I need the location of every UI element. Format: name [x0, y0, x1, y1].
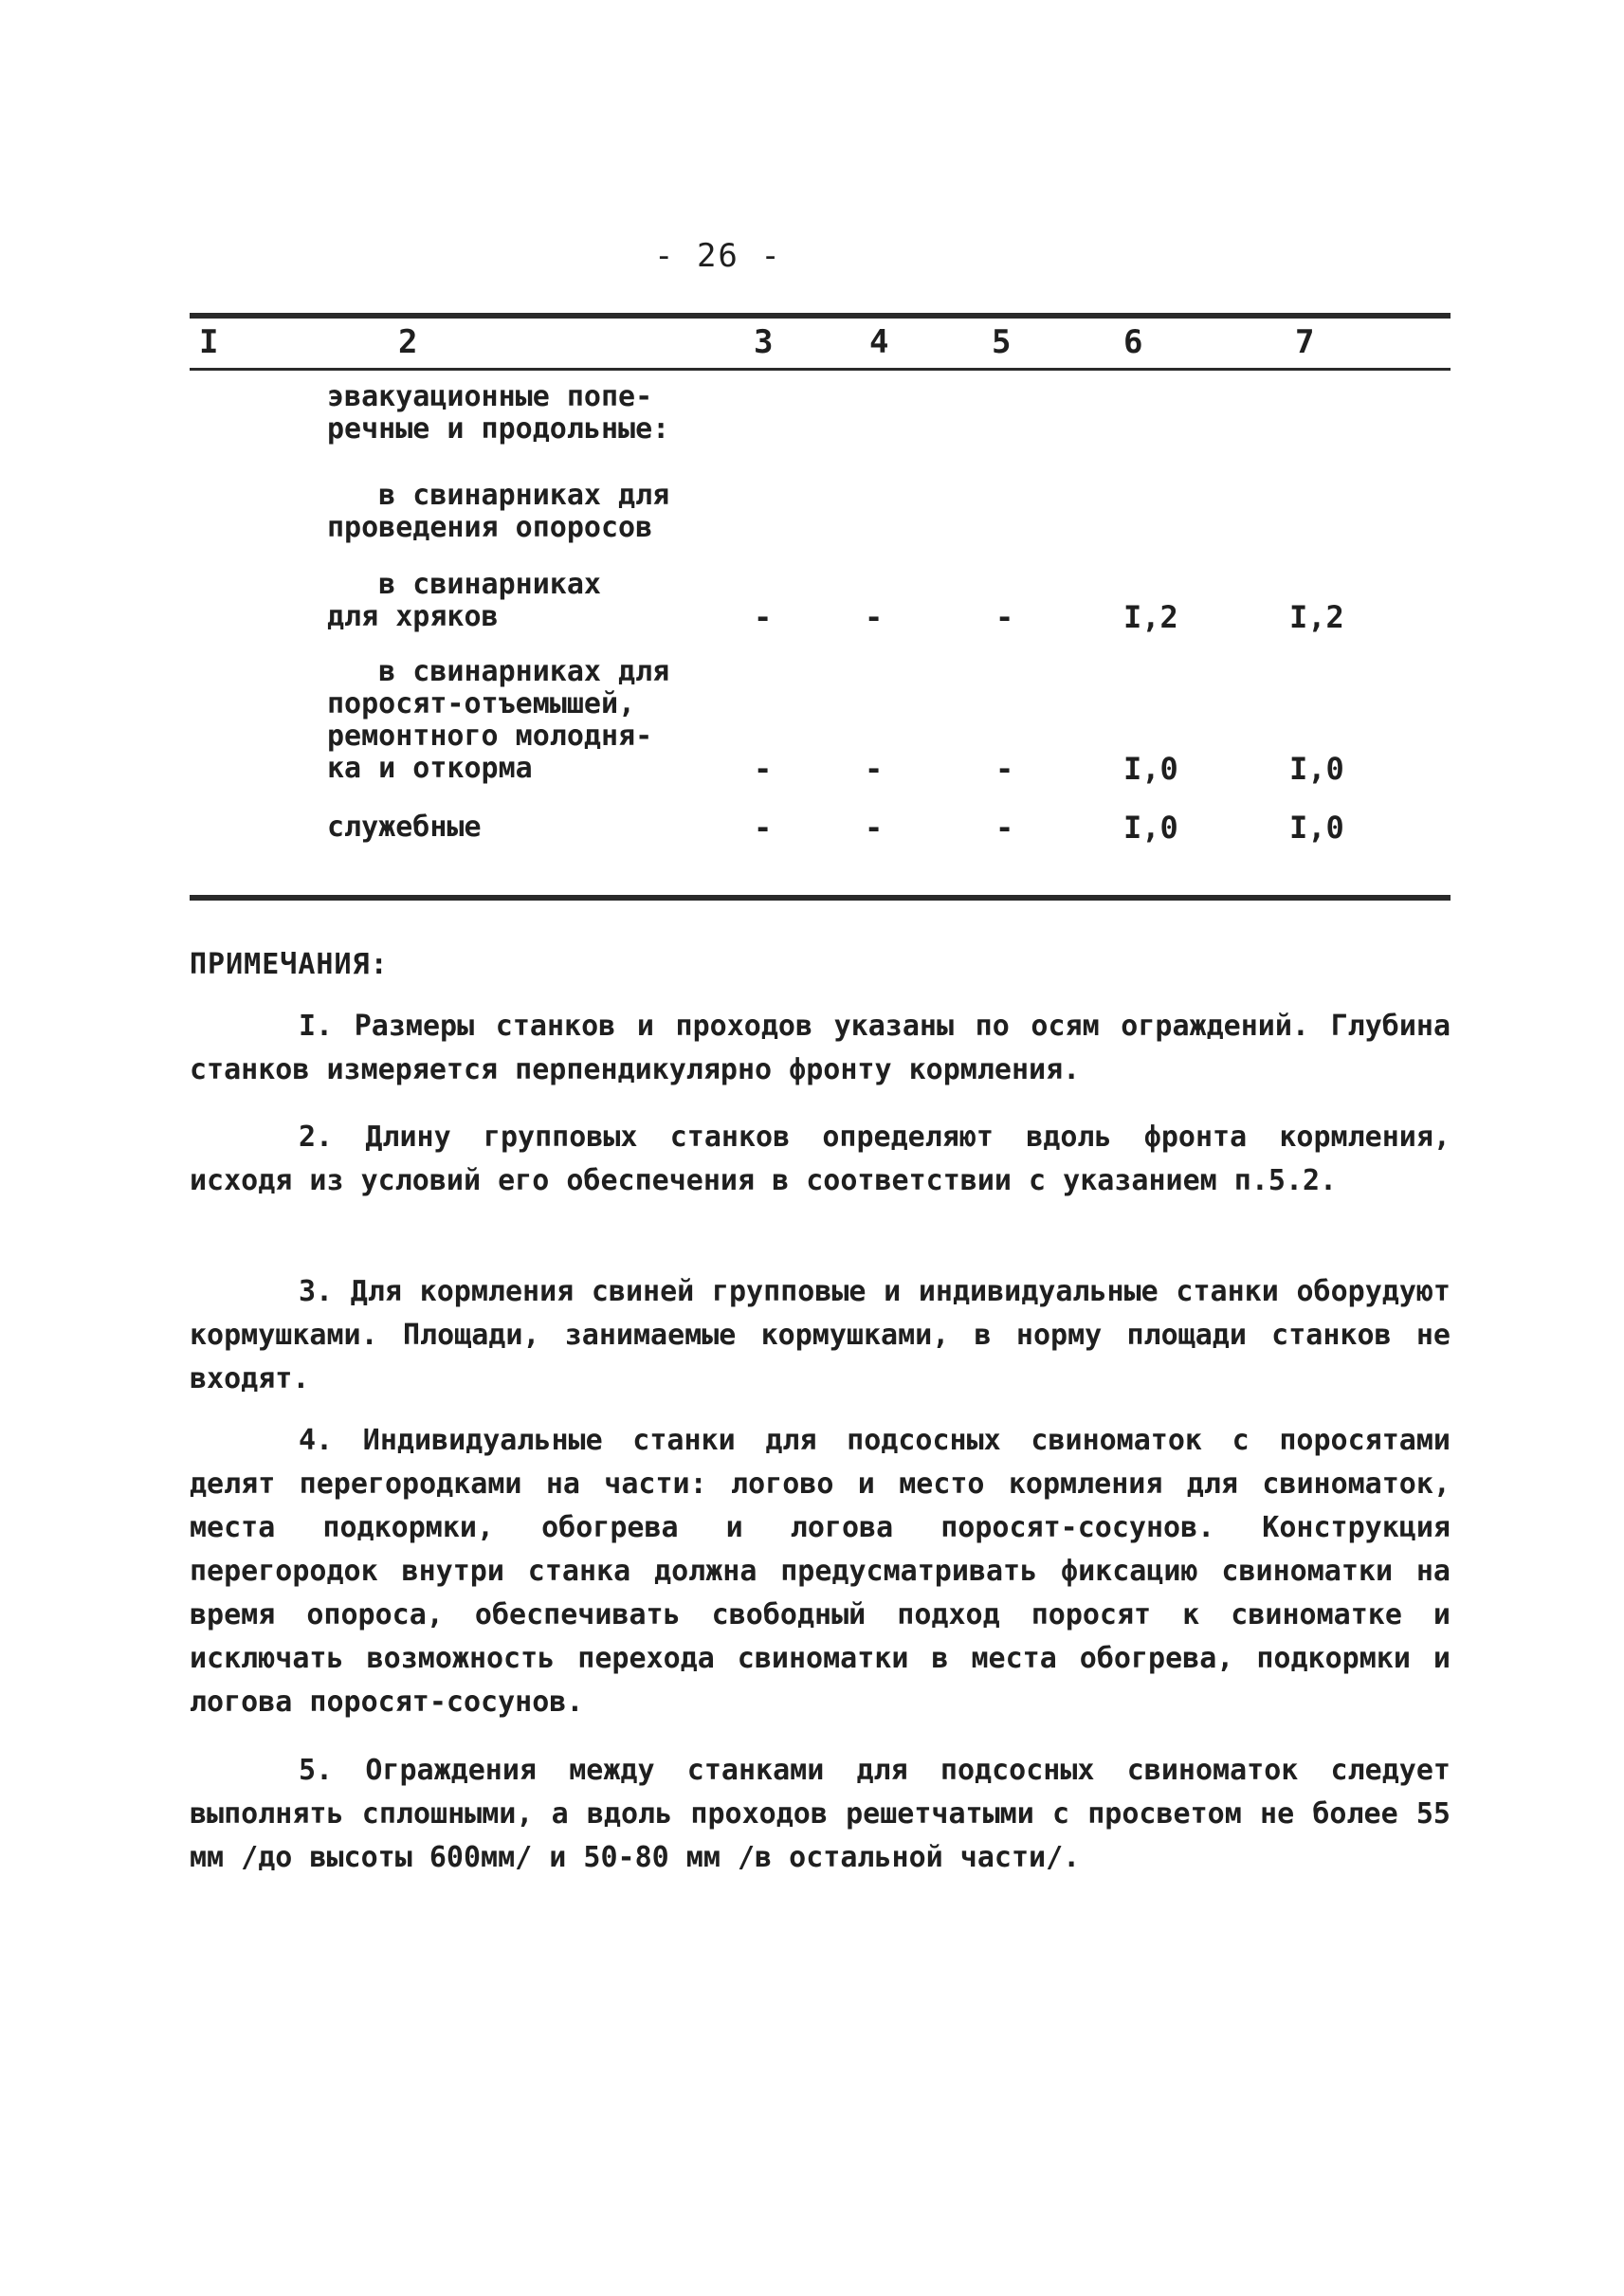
notes-title: ПРИМЕЧАНИЯ: [190, 948, 389, 981]
column-header-5: 5 [992, 323, 1012, 361]
table-cell-col5: - [995, 751, 1014, 787]
note-2: 2. Длину групповых станков определяют вдоль фронта кормления, исходя из условий его обеспечения в соответствии с указанием п.5.2. [190, 1121, 1451, 1197]
column-header-2: 2 [398, 323, 418, 361]
column-header-6: 6 [1123, 323, 1143, 361]
column-header-1: I [199, 323, 219, 361]
table-cell-col7: I,0 [1289, 751, 1344, 787]
table-row-label: в свинарниках для хряков [327, 568, 601, 633]
table-row-label: в свинарниках для поросят-отъемышей, ремонтного молодня- ка и откорма [327, 655, 670, 785]
table-cell-col7: I,0 [1289, 810, 1344, 846]
table-bottom-rule [190, 895, 1451, 901]
table-cell-col3: - [754, 599, 773, 635]
table-cell-col4: - [865, 810, 884, 846]
table-cell-col5: - [995, 599, 1014, 635]
table-row-label: в свинарниках для проведения опоросов [327, 479, 670, 544]
table-cell-col3: - [754, 751, 773, 787]
note-5: 5. Ограждения между станками для подсосных свиноматок следует выполнять сплошными, а вдоль проходов решетчатыми с просветом не более 55 мм /до высоты 600мм/ и 50-80 мм /в остальной части/. [190, 1754, 1451, 1874]
table-cell-col6: I,0 [1123, 810, 1178, 846]
table-header-rule [190, 368, 1451, 371]
table-cell-col7: I,2 [1289, 599, 1344, 635]
table-row-label: служебные [327, 811, 482, 844]
table-cell-col4: - [865, 751, 884, 787]
page-number: - 26 - [654, 237, 782, 275]
table-cell-col6: I,2 [1123, 599, 1178, 635]
table-top-rule [190, 313, 1451, 319]
table-cell-col3: - [754, 810, 773, 846]
column-header-3: 3 [754, 323, 774, 361]
table-cell-col5: - [995, 810, 1014, 846]
note-1: I. Размеры станков и проходов указаны по осям ограждений. Глубина станков измеряется перпендикулярно фронту кормления. [190, 1010, 1451, 1086]
column-header-4: 4 [869, 323, 889, 361]
table-row-label: эвакуационные попе- речные и продольные: [327, 380, 670, 446]
column-header-7: 7 [1295, 323, 1315, 361]
note-4: 4. Индивидуальные станки для подсосных свиноматок с поросятами делят перегородками на части: логово и место кормления для свиноматок, места подкормки, обогрева и логова поросят-сосунов. Конструкция перегородок внутри станка должна предусматривать фиксацию свиноматки на время опороса, обеспечивать свободный подход поросят к свиноматке и исключать возможность перехода свиноматки в места обогрева, подкормки и логова поросят-сосунов. [190, 1424, 1451, 1719]
table-cell-col4: - [865, 599, 884, 635]
note-3: 3. Для кормления свиней групповые и индивидуальные станки оборудуют кормушками. Площади, занимаемые кормушками, в норму площади станков не входят. [190, 1275, 1451, 1395]
table-cell-col6: I,0 [1123, 751, 1178, 787]
